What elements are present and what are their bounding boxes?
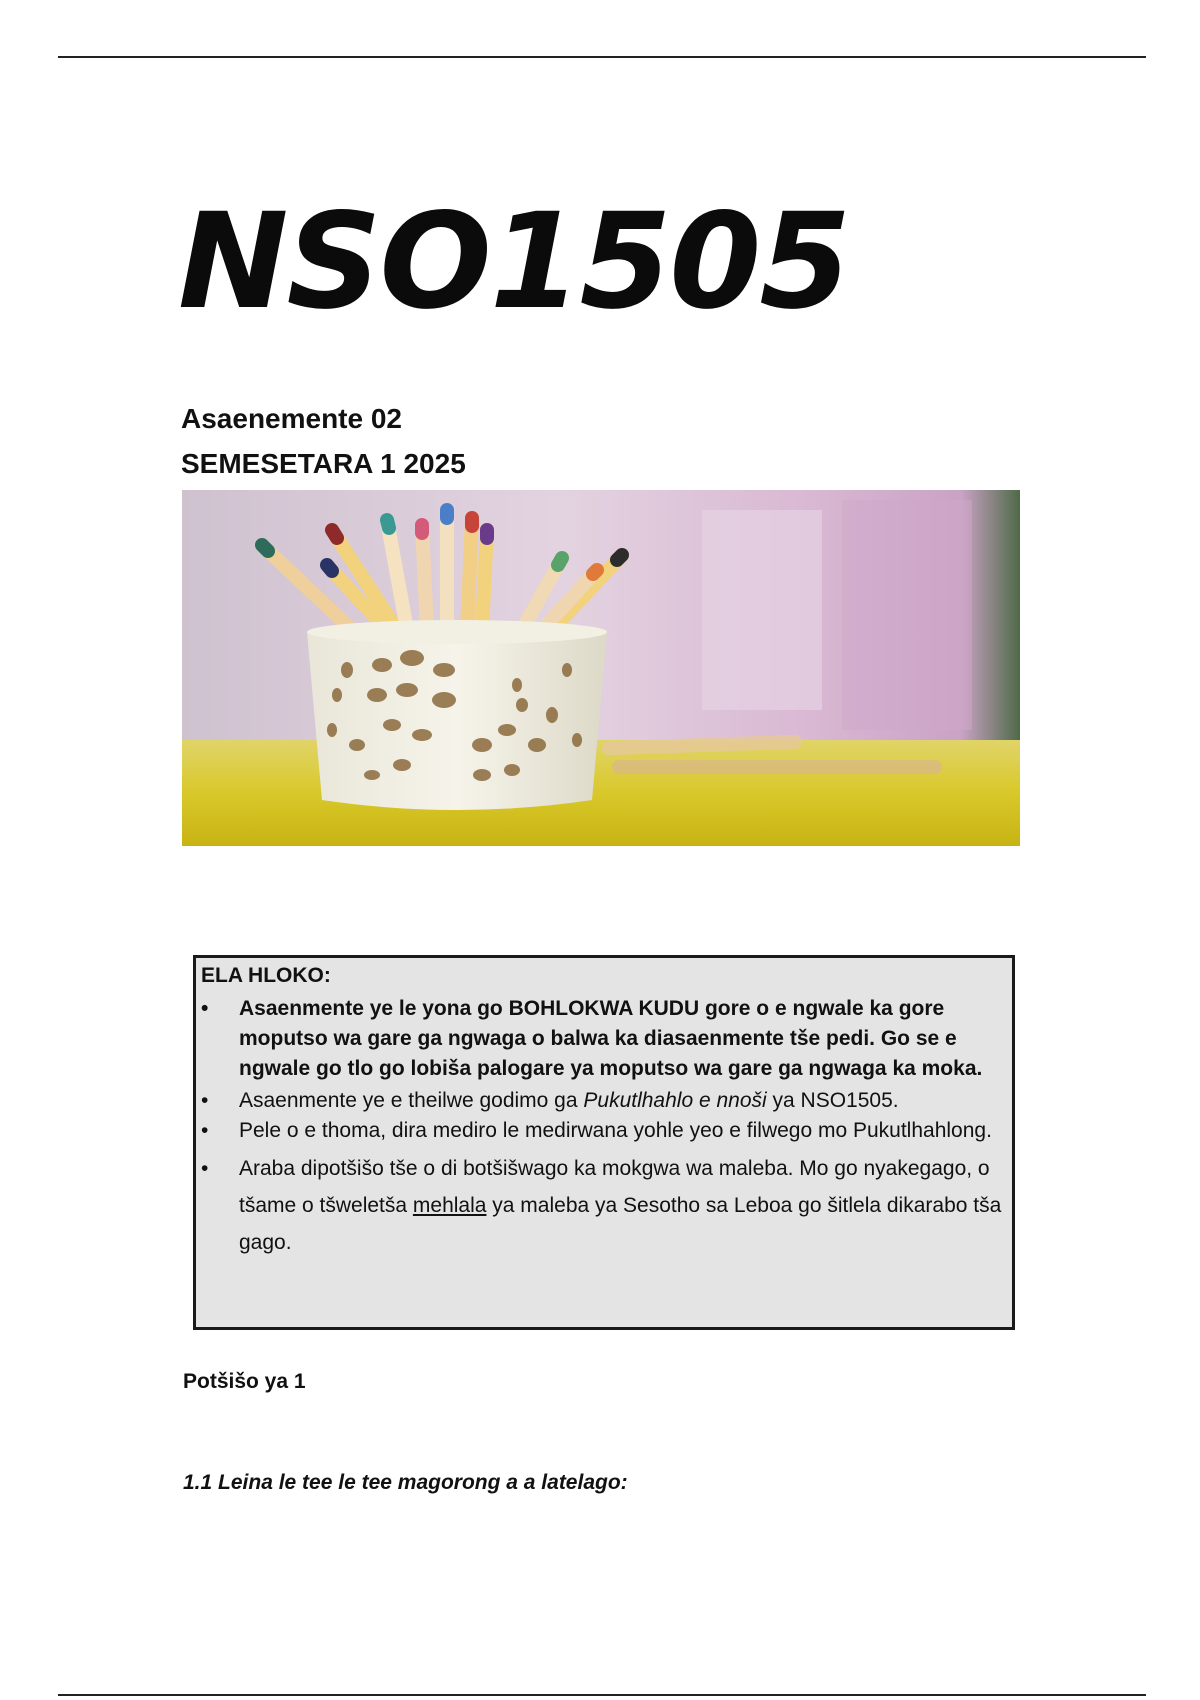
- notice-item: [196, 1150, 1012, 1261]
- course-code-title: NSO1505: [178, 185, 850, 339]
- bullet-icon: •: [201, 1157, 209, 1180]
- notice-item: [196, 1086, 1012, 1116]
- question-subheading: 1.1 Leina le tee le tee magorong a a latelago:: [183, 1471, 628, 1494]
- assignment-label: Asaenemente 02: [181, 403, 403, 434]
- notice-item: [196, 994, 1012, 1084]
- bullet-icon: •: [201, 997, 209, 1020]
- notice-list: [196, 994, 1012, 1261]
- notice-item-text: Asaenmente ye e theilwe godimo ga: [239, 1089, 584, 1112]
- notice-item-text: Araba dipotšišo tše o di botšišwago ka mokgwa wa maleba. Mo go nyakegago, o tšame o tšweletša: [239, 1157, 990, 1217]
- notice-title: ELA HLOKO:: [201, 964, 331, 987]
- bullet-icon: •: [201, 1089, 209, 1112]
- notice-item-text: Asaenmente ye le yona go BOHLOKWA KUDU gore o e ngwale ka gore moputso wa gare ga ngwaga o balwa ka diasaenmente tše pedi. Go se e ngwale go tlo go lobiša palogare ya moputso wa gare ga ngwaga ka moka.: [239, 997, 983, 1080]
- notice-item-underlined: mehlala: [412, 1194, 487, 1217]
- notice-item-text: ya NSO1505.: [766, 1089, 899, 1112]
- bullet-icon: •: [201, 1119, 209, 1142]
- semester-label: SEMESETARA 1 2025: [181, 448, 466, 479]
- pencil-cup-photo: [182, 490, 1020, 846]
- question-heading: Potšišo ya 1: [183, 1370, 306, 1393]
- top-rule: [58, 56, 1146, 58]
- notice-item: [196, 1116, 1012, 1146]
- notice-item-text: Pele o e thoma, dira mediro le medirwana yohle yeo e filwego mo Pukutlhahlong.: [239, 1119, 992, 1142]
- important-notice-box: [193, 955, 1015, 1330]
- notice-item-emphasis: Pukutlhahlo e nnoši: [583, 1089, 767, 1112]
- bottom-rule: [58, 1694, 1146, 1696]
- notice-item-text: ya maleba ya Sesotho sa Leboa go šitlela dikarabo tša gago.: [239, 1194, 1002, 1254]
